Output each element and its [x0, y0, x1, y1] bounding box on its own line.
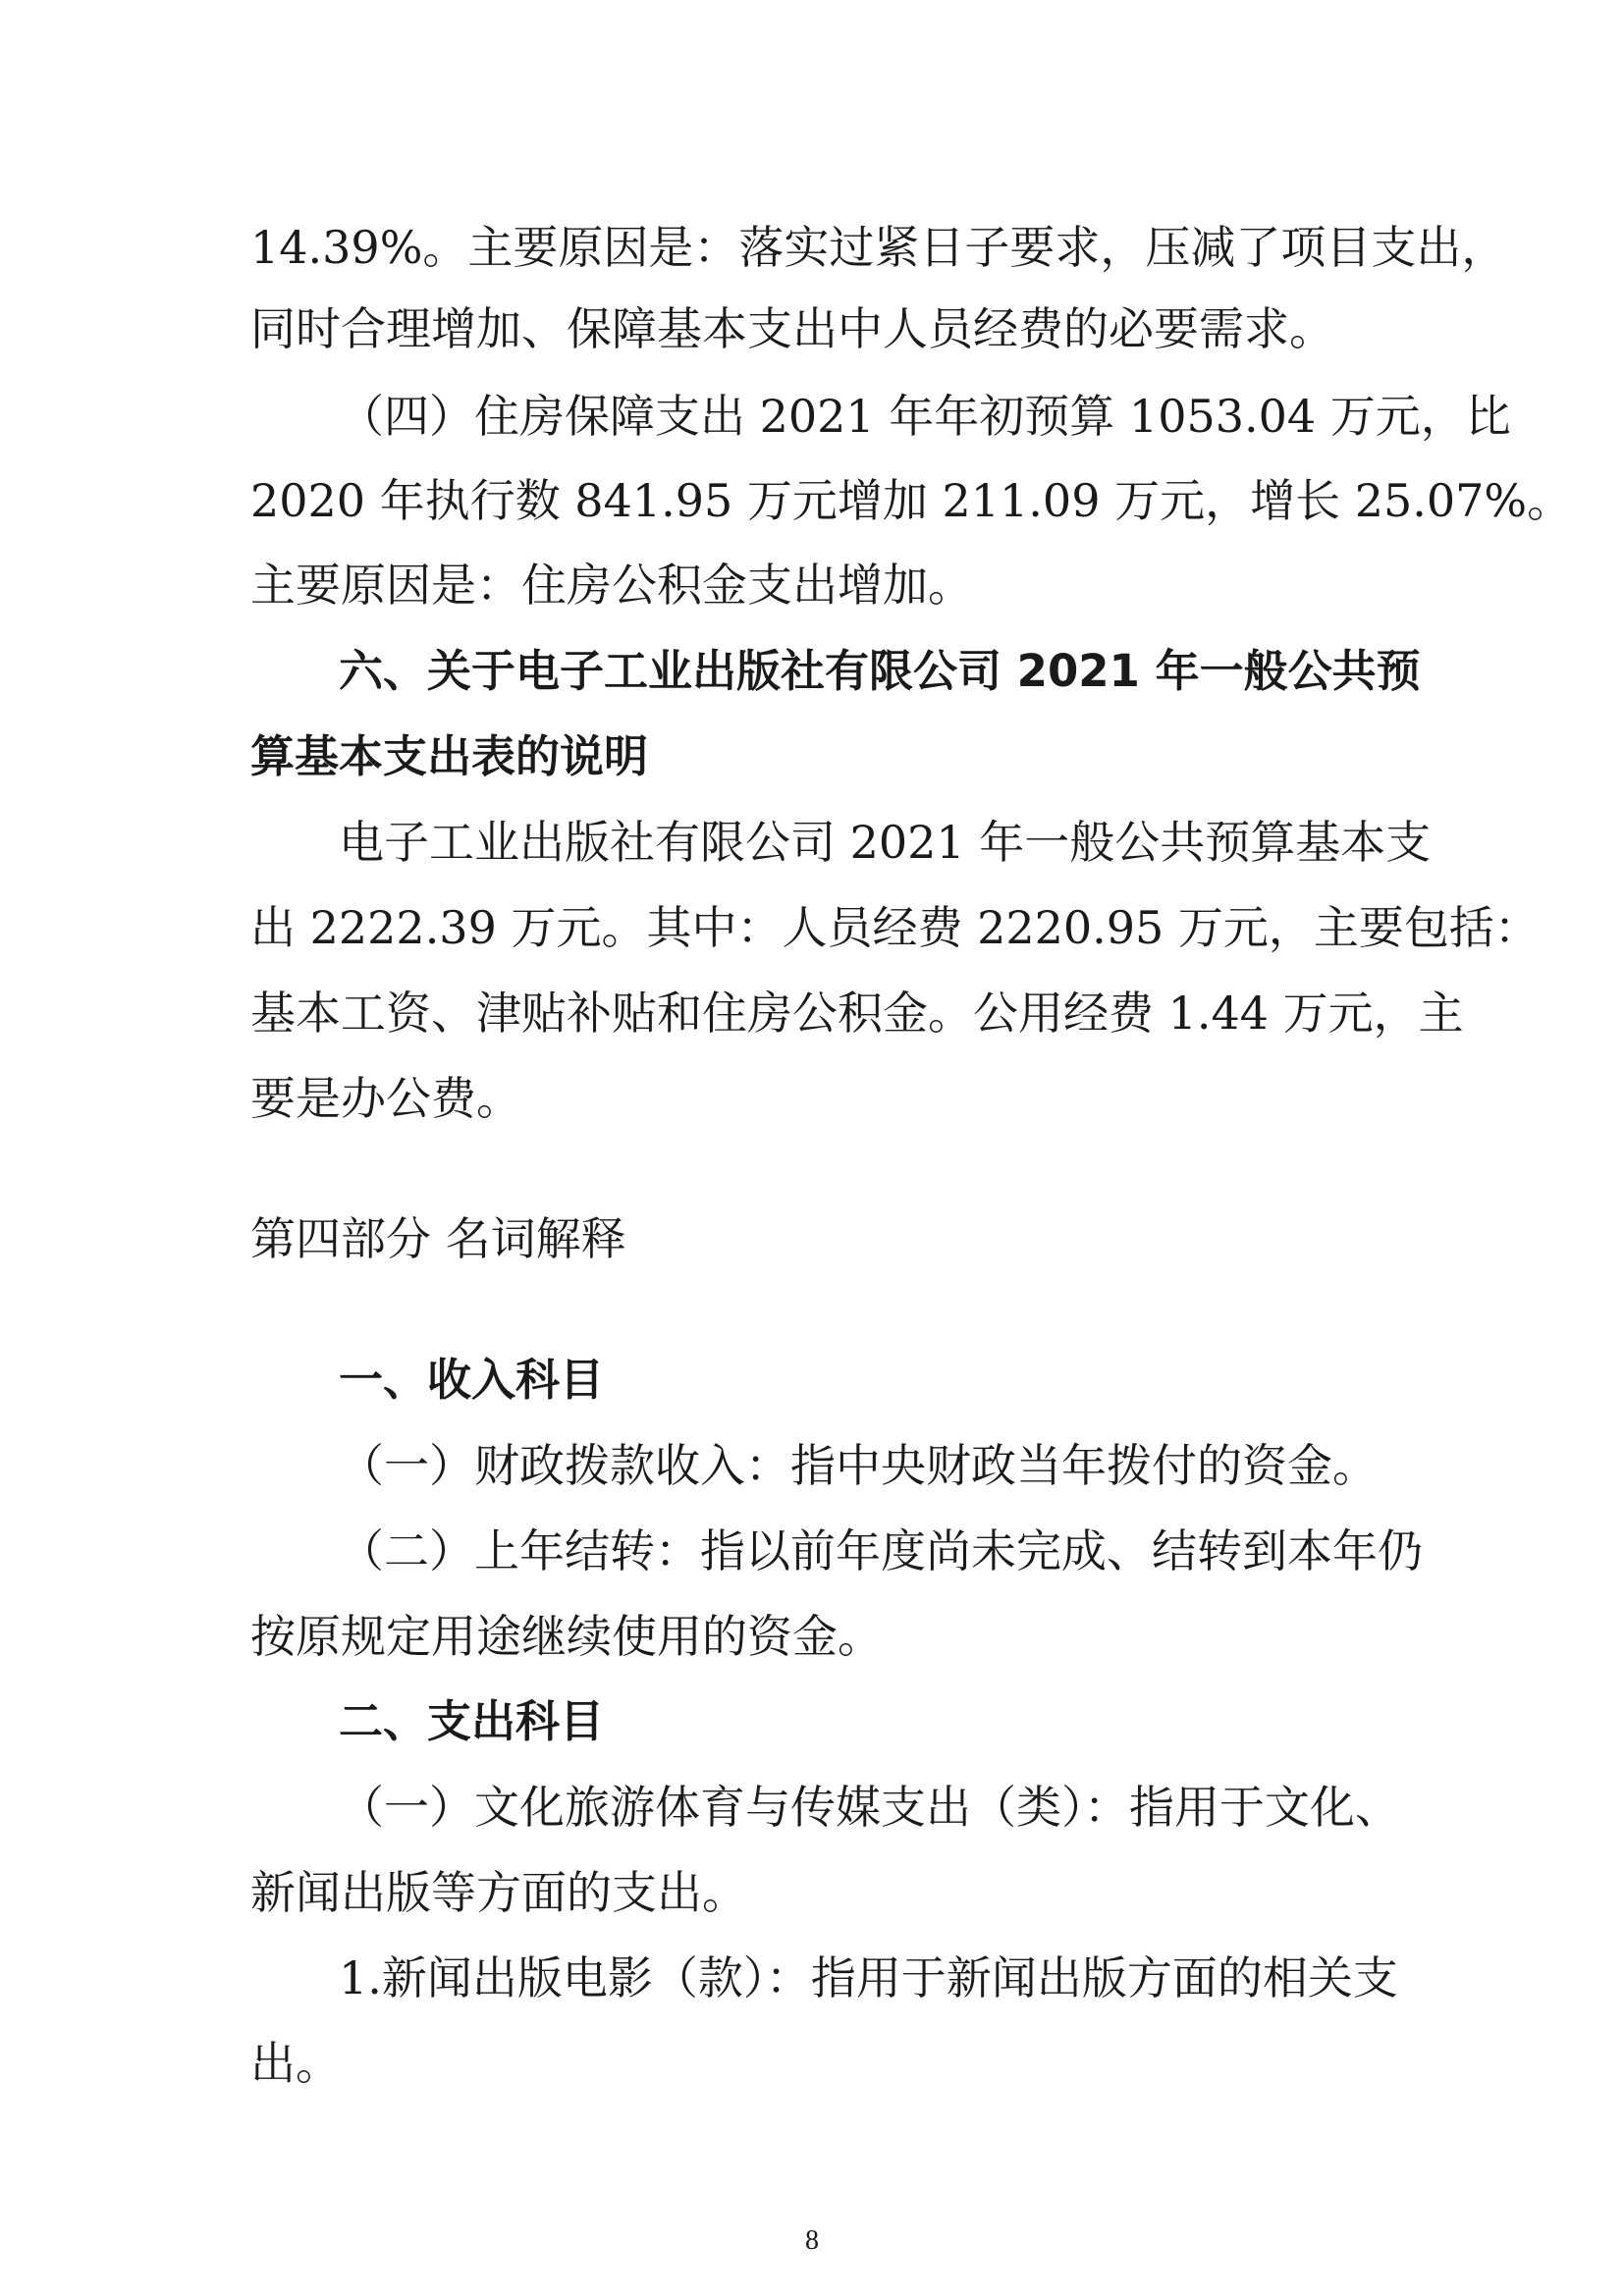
- paragraph-line: 新闻出版等方面的支出。: [250, 1866, 747, 1919]
- paragraph-line: 电子工业出版社有限公司 2021 年一般公共预算基本支: [339, 816, 1432, 869]
- paragraph-line: 按原规定用途继续使用的资金。: [250, 1610, 883, 1663]
- paragraph-line: 要是办公费。: [250, 1072, 521, 1125]
- paragraph-line: 14.39%。主要原因是：落实过紧日子要求，压减了项目支出，: [250, 221, 1507, 274]
- section-heading: 算基本支出表的说明: [250, 730, 649, 782]
- paragraph-line: （四）住房保障支出 2021 年年初预算 1053.04 万元，比: [339, 390, 1511, 443]
- paragraph-line: 同时合理增加、保障基本支出中人员经费的必要需求。: [250, 302, 1334, 355]
- paragraph-line: （一）文化旅游体育与传媒支出（类）：指用于文化、: [339, 1781, 1400, 1834]
- section-heading: 一、收入科目: [339, 1354, 605, 1406]
- paragraph-line: 2020 年执行数 841.95 万元增加 211.09 万元，增长 25.07%。: [250, 474, 1573, 527]
- paragraph-line: （二）上年结转：指以前年度尚未完成、结转到本年仍: [339, 1524, 1423, 1577]
- page-number: 8: [805, 2225, 819, 2256]
- section-heading: 六、关于电子工业出版社有限公司 2021 年一般公共预: [339, 645, 1421, 697]
- paragraph-line: 出。: [250, 2037, 341, 2090]
- paragraph-line: （一）财政拨款收入：指中央财政当年拨付的资金。: [339, 1439, 1378, 1492]
- paragraph-line: 主要原因是：住房公积金支出增加。: [250, 559, 973, 612]
- paragraph-line: 基本工资、津贴补贴和住房公积金。公用经费 1.44 万元，主: [250, 987, 1464, 1040]
- section-heading: 二、支出科目: [339, 1695, 605, 1747]
- paragraph-line: 出 2222.39 万元。其中：人员经费 2220.95 万元，主要包括：: [250, 901, 1540, 954]
- paragraph-line: 1.新闻出版电影（款）：指用于新闻出版方面的相关支: [339, 1951, 1398, 2004]
- part-title: 第四部分 名词解释: [250, 1212, 626, 1265]
